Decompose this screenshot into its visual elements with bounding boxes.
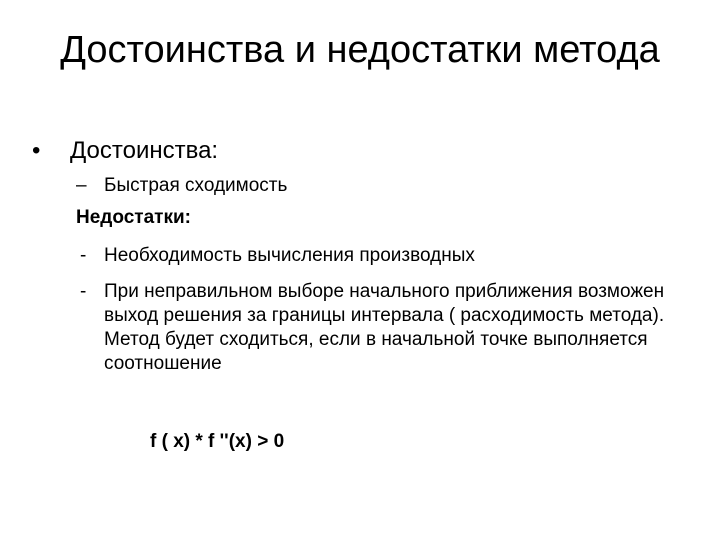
advantages-label: Достоинства: (70, 137, 219, 164)
bullet-dot: • (32, 137, 41, 164)
advantage-item-text: Быстрая сходимость (104, 175, 288, 196)
disadvantage-item-text: При неправильном выборе начального приближения возможен выход решения за границы интервала ( расходимость метода). Метод будет сходиться, если в начальной точке выполняется соотношение (104, 281, 665, 374)
dash-marker: - (80, 245, 87, 266)
slide-title: Достоинства и недостатки метода (60, 29, 660, 71)
disadvantage-item-text: Необходимость вычисления производных (104, 245, 475, 266)
dash-marker: - (80, 281, 87, 302)
dash-marker: – (76, 175, 87, 196)
disadvantages-label: Недостатки: (76, 207, 191, 228)
convergence-formula: f ( x) * f ''(x) > 0 (150, 431, 285, 452)
